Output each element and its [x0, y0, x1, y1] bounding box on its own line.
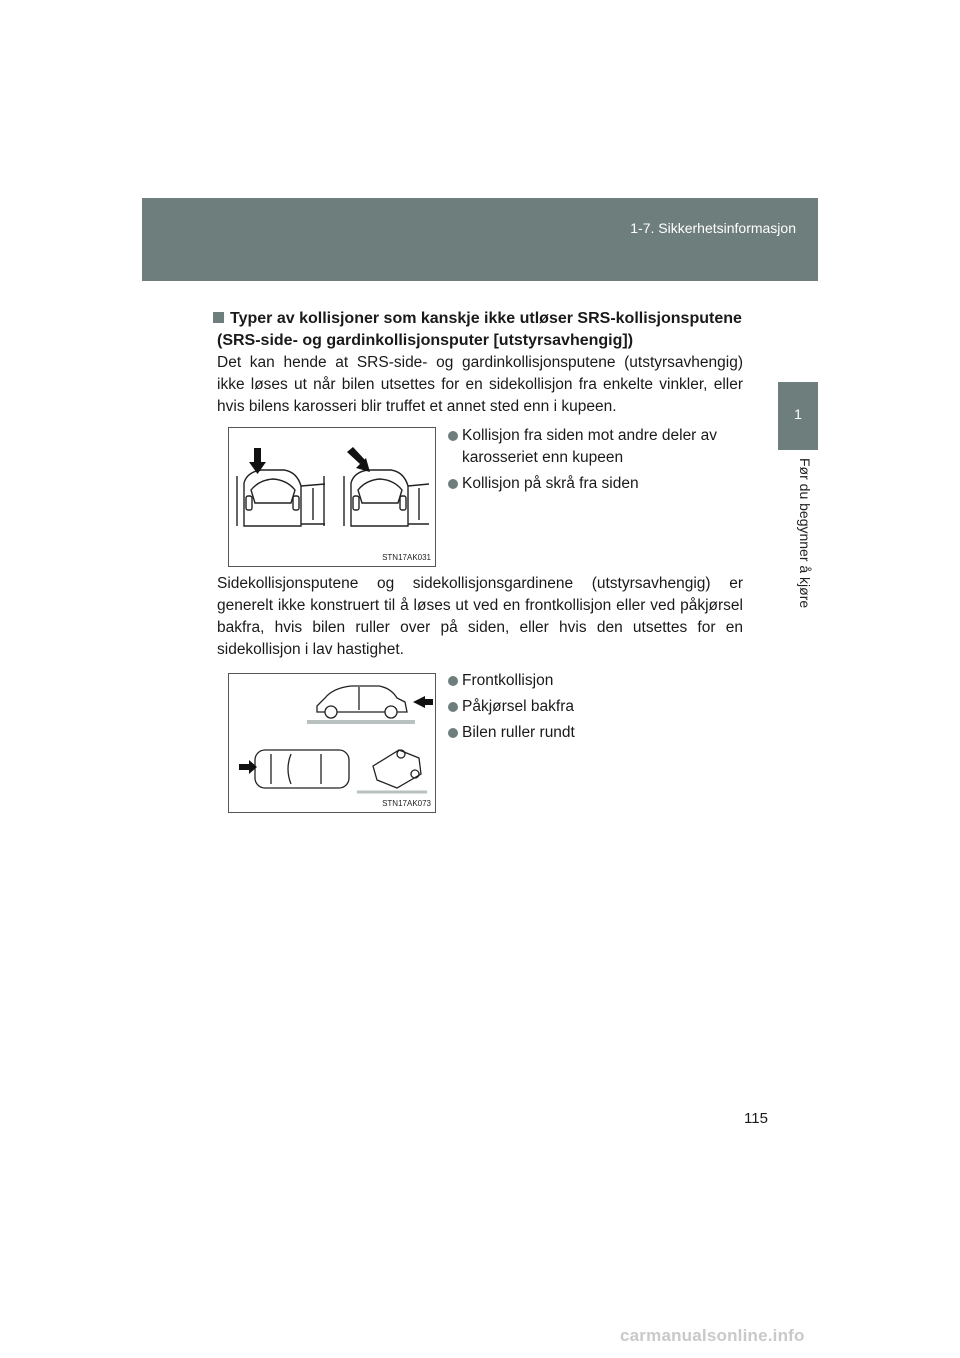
heading-square-icon	[213, 312, 224, 323]
bullet-list-1	[448, 425, 743, 499]
list-item	[448, 670, 743, 692]
paragraph-1: Det kan hende at SRS-side- og gardinkollisjonsputene (utstyrsavhengig) ikke løses ut når bilen utsettes for en sidekollisjon fra enkelte vinkler, eller hvis bilens karosseri blir truffet et annet sted enn i kupeen.	[217, 354, 743, 415]
heading-line-2: (SRS-side- og gardinkollisjonsputer [utstyrsavhengig])	[217, 332, 634, 349]
car-front-view-icon	[237, 470, 325, 526]
chapter-tab	[778, 382, 818, 450]
list-item	[448, 425, 743, 469]
bullet-dot-icon	[448, 728, 458, 738]
bullet-dot-icon	[448, 702, 458, 712]
list-item	[448, 696, 743, 718]
chapter-label: Før du begynner å kjøre	[797, 458, 813, 609]
bullet-text: Frontkollisjon	[462, 672, 554, 689]
chapter-number: 1	[794, 406, 802, 422]
side-collision-illustration	[229, 428, 435, 566]
ground-strip	[307, 720, 415, 724]
car-side-view-icon	[317, 686, 407, 718]
list-item	[448, 473, 743, 495]
bullet-dot-icon	[448, 431, 458, 441]
arrow-right-icon	[239, 760, 257, 774]
paragraph-2: Sidekollisjonsputene og sidekollisjonsgardinene (utstyrsavhengig) er generelt ikke konstruert til å løses ut ved en frontkollisjon eller ved påkjørsel bakfra, hvis bilen ruller over på siden, eller hvis den utsettes for en sidekollisjon i lav hastighet.	[217, 575, 743, 658]
section-title: 1-7. Sikkerhetsinformasjon	[630, 220, 796, 236]
car-front-view-icon-2	[344, 470, 429, 526]
bullet-dot-icon	[448, 676, 458, 686]
bullet-dot-icon	[448, 479, 458, 489]
list-item	[448, 722, 743, 744]
bullet-text: Kollisjon på skrå fra siden	[462, 475, 639, 492]
bullet-text: Bilen ruller rundt	[462, 724, 575, 741]
car-top-view-icon	[255, 750, 349, 788]
watermark[interactable]: carmanualsonline.info	[620, 1326, 805, 1345]
car-rollover-icon	[373, 750, 421, 788]
bullet-text: Påkjørsel bakfra	[462, 698, 574, 715]
arrow-diagonal-icon	[347, 447, 370, 472]
heading-line-1: Typer av kollisjoner som kanskje ikke utløser SRS-kollisjonsputene	[230, 310, 742, 327]
figure-nondeploy-collisions	[228, 673, 436, 813]
bullet-text: Kollisjon fra siden mot andre deler av karosseriet enn kupeen	[462, 427, 718, 466]
page-number: 115	[744, 1110, 768, 1127]
figure-side-collision	[228, 427, 436, 567]
arrow-left-icon	[413, 696, 433, 708]
bullet-list-2	[448, 670, 743, 748]
section-header-band	[142, 198, 818, 281]
nondeploy-collisions-illustration	[229, 674, 435, 812]
section-heading	[213, 308, 753, 352]
figure-code: STN17AK073	[382, 799, 431, 808]
figure-code: STN17AK031	[382, 553, 431, 562]
